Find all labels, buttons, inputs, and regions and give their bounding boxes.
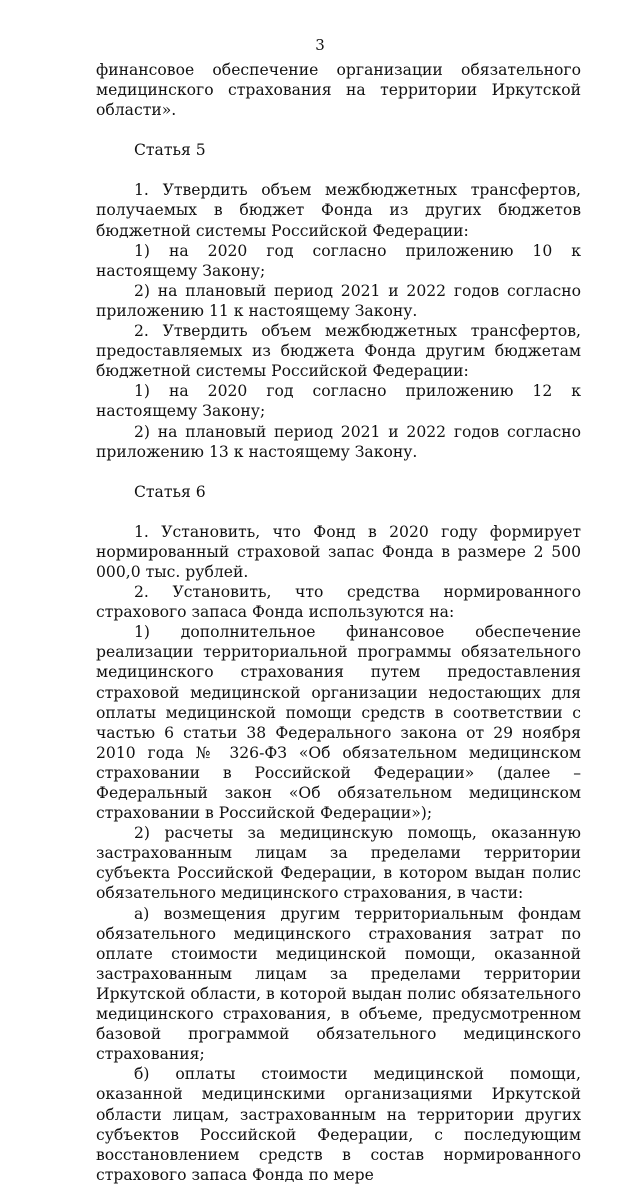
- article-6-paragraph: б) оплаты стоимости медицинской помощи, оказанной медицинскими организациями Иркутской области лицам, застрахованным на территории других субъектов Российской Федерации, с последующим восстановлением средств в состав нормированного страхового запаса Фонда по мере: [96, 1065, 581, 1184]
- continuation-paragraph: финансовое обеспечение организации обязательного медицинского страхования на территории Иркутской области».: [96, 61, 581, 120]
- article-6-paragraph: а) возмещения другим территориальным фондам обязательного медицинского страхования затрат по оплате стоимости медицинской помощи, оказанной застрахованным лицам за пределами территории Иркутской области, в которой выдан полис обязательного медицинского страхования, в объеме, предусмотренном базовой программой обязательного медицинского страхования;: [96, 904, 581, 1064]
- article-6-paragraph: 2. Установить, что средства нормированного страхового запаса Фонда используются на:: [96, 583, 581, 622]
- page-number: 3: [315, 36, 325, 54]
- document-body: [96, 60, 581, 1185]
- article-5-paragraph: 1) на 2020 год согласно приложению 10 к настоящему Закону;: [96, 241, 581, 280]
- article-5-paragraph: 1) на 2020 год согласно приложению 12 к настоящему Закону;: [96, 382, 581, 421]
- article-6: [96, 482, 581, 1185]
- article-6-paragraph: 2) расчеты за медицинскую помощь, оказанную застрахованным лицам за пределами территории субъекта Российской Федерации, в котором выдан полис обязательного медицинского страхования, в части:: [96, 824, 581, 903]
- article-5-paragraph: 2. Утвердить объем межбюджетных трансфертов, предоставляемых из бюджета Фонда другим бюджетам бюджетной системы Российской Федерации:: [96, 322, 581, 381]
- article-5-paragraph: 1. Утвердить объем межбюджетных трансфертов, получаемых в бюджет Фонда из других бюджетов бюджетной системы Российской Федерации:: [96, 181, 581, 240]
- article-5-paragraph: 2) на плановый период 2021 и 2022 годов согласно приложению 13 к настоящему Закону.: [96, 422, 581, 461]
- article-6-title: Статья 6: [134, 482, 206, 501]
- article-5-paragraph: 2) на плановый период 2021 и 2022 годов согласно приложению 11 к настоящему Закону.: [96, 281, 581, 320]
- article-5: [96, 140, 581, 461]
- article-6-paragraph: 1. Установить, что Фонд в 2020 году формирует нормированный страховой запас Фонда в размере 2 500 000,0 тыс. рублей.: [96, 522, 581, 581]
- article-6-paragraph: 1) дополнительное финансовое обеспечение реализации территориальной программы обязательного медицинского страхования путем предоставления страховой медицинской организации недостающих для оплаты медицинской помощи средств в соответствии с частью 6 статьи 38 Федерального закона от 29 ноября 2010 года № 326-ФЗ «Об обязательном медицинском страховании в Российской Федерации» (далее – Федеральный закон «Об обязательном медицинском страховании в Российской Федерации»);: [96, 623, 581, 823]
- article-5-title: Статья 5: [134, 141, 206, 160]
